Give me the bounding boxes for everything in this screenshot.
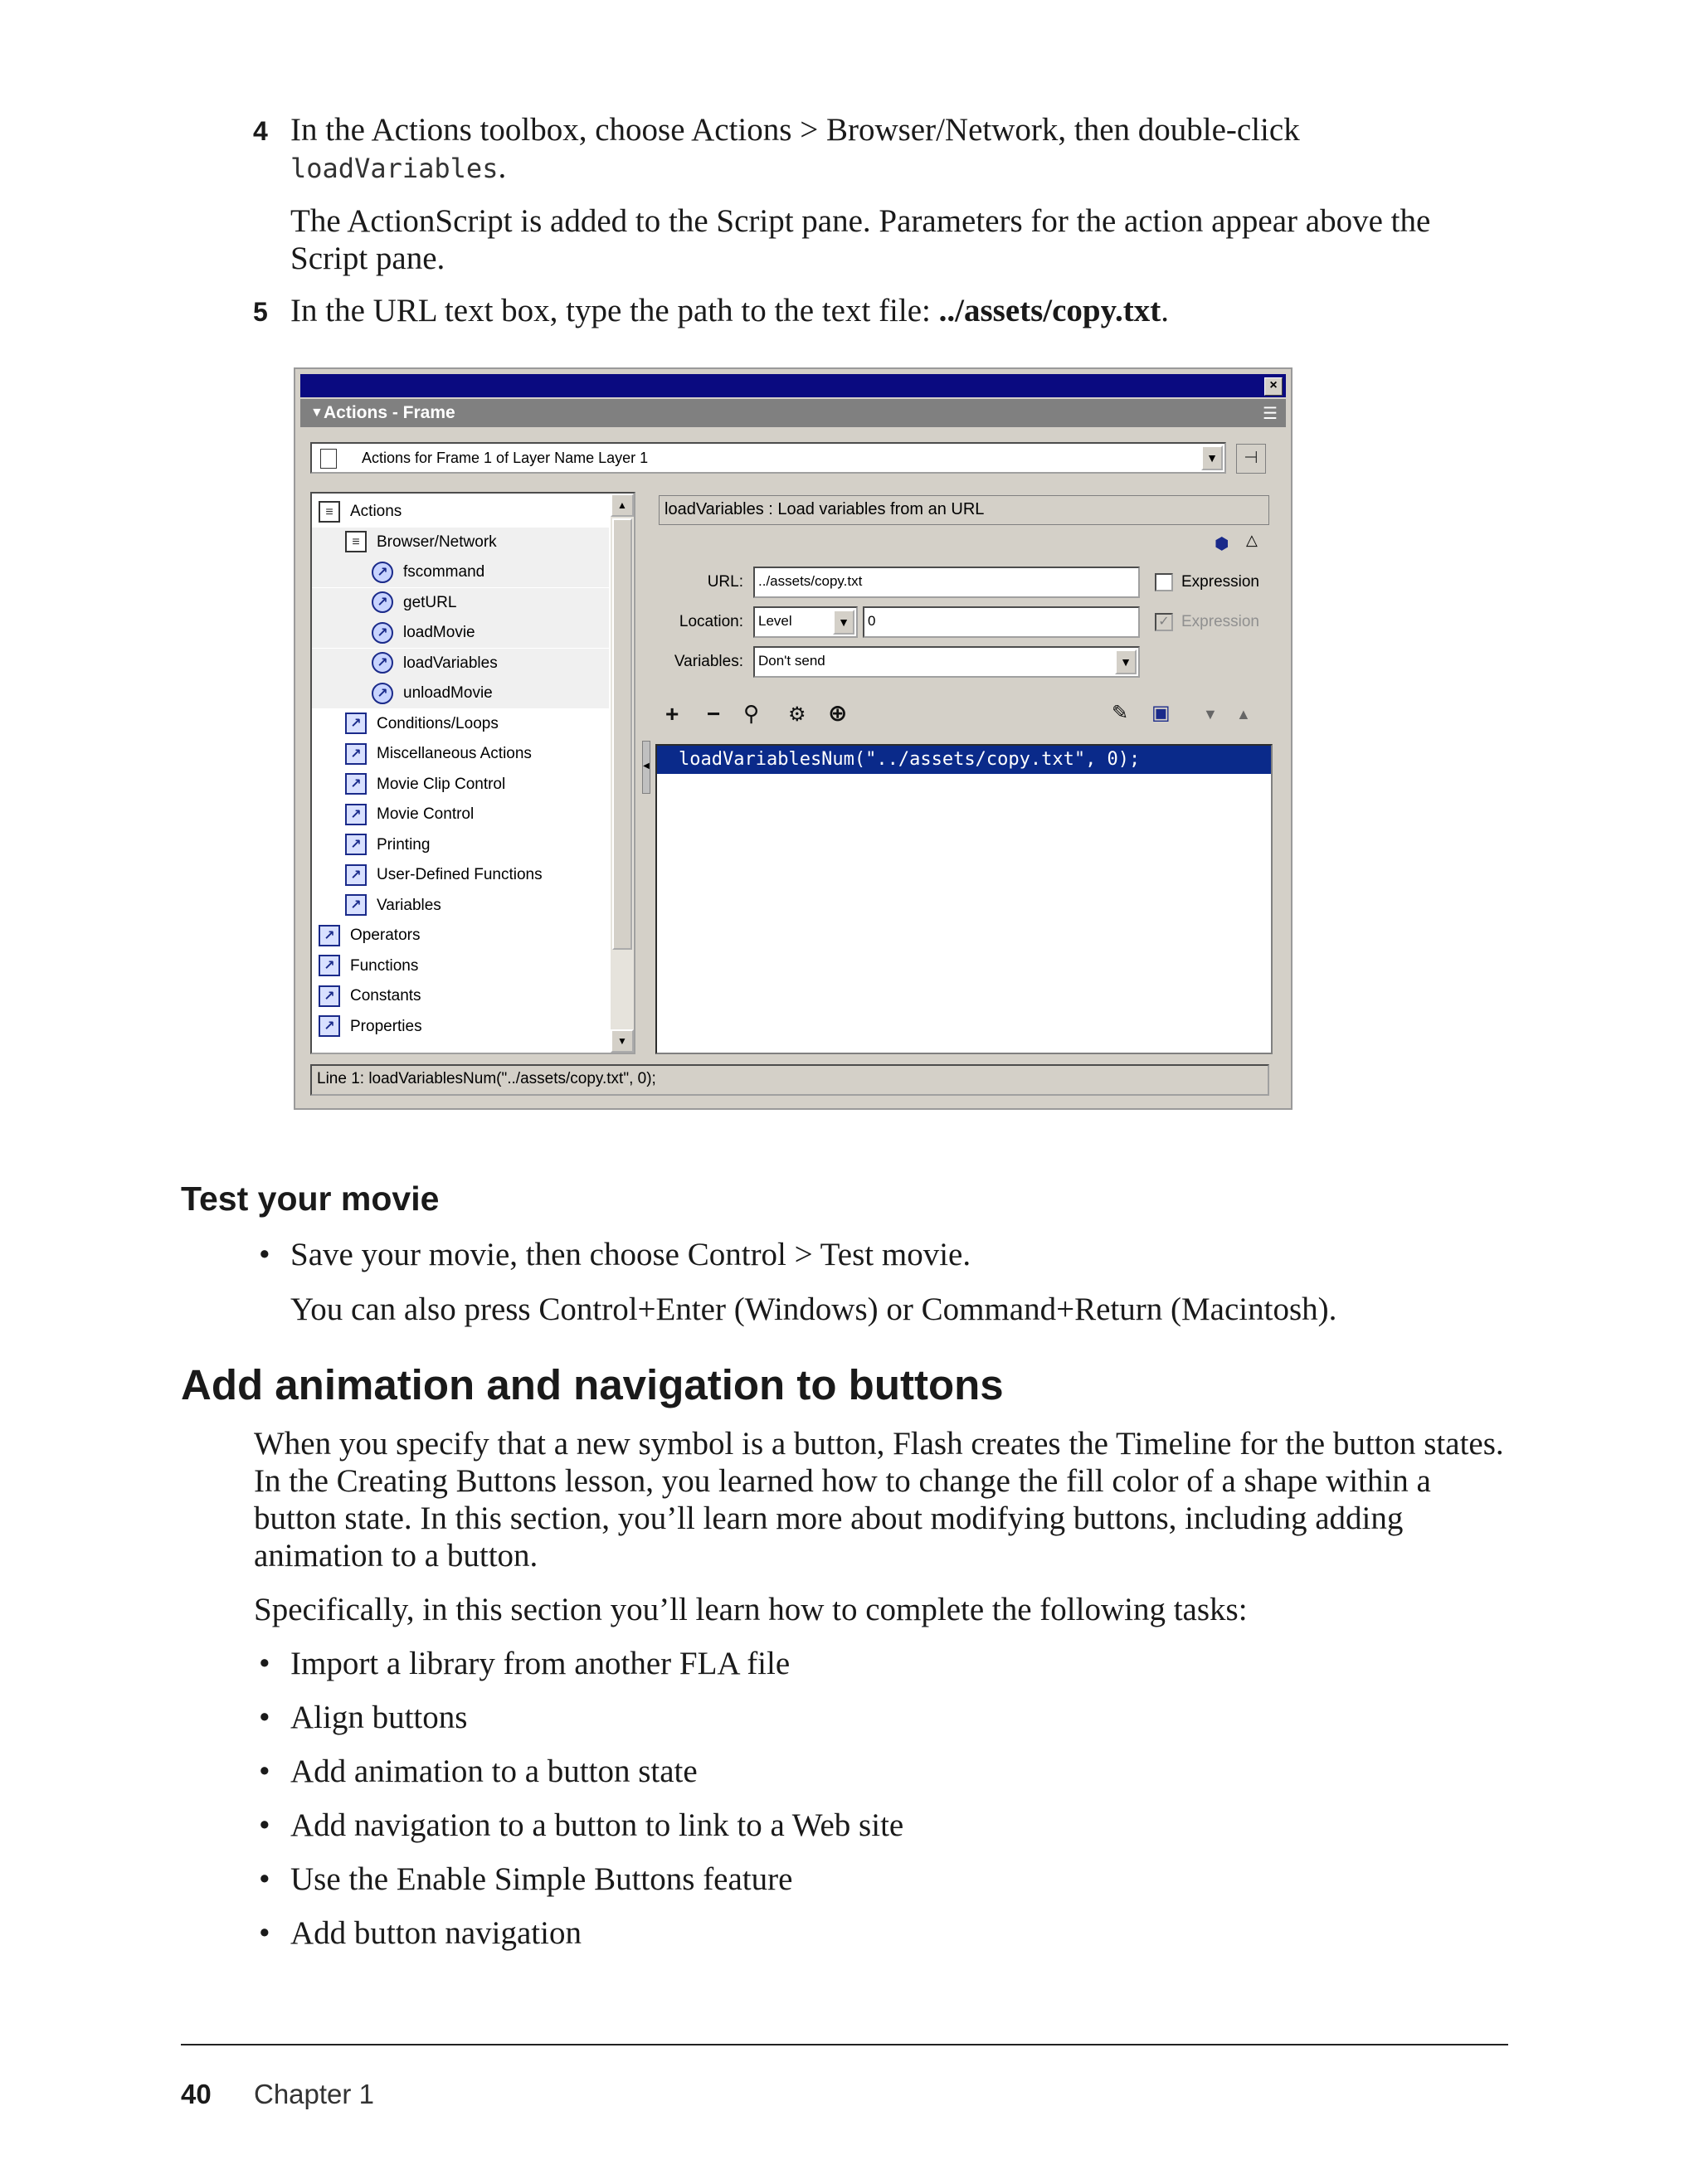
bullet-icon: • xyxy=(259,1807,270,1843)
tree-item-label: Properties xyxy=(350,1017,422,1035)
scroll-up-icon[interactable]: ▲ xyxy=(611,494,634,517)
variables-label: Variables: xyxy=(674,653,743,670)
step-4-instruction: In the Actions toolbox, choose Actions > Browser/Network, then double-click xyxy=(290,112,1300,148)
anim-section-heading: Add animation and navigation to buttons xyxy=(181,1361,1004,1408)
step-4-text xyxy=(290,111,1551,187)
bullet-icon: • xyxy=(259,1915,270,1951)
tree-item-label: fscommand xyxy=(403,563,485,581)
square-action-icon: ↗ xyxy=(319,1015,340,1037)
tree-item-label: loadMovie xyxy=(403,624,475,641)
location-dropdown-icon[interactable]: ▼ xyxy=(833,610,854,635)
circle-action-icon: ↗ xyxy=(372,652,393,674)
square-action-icon: ↗ xyxy=(345,713,367,734)
task-item xyxy=(259,1861,793,1898)
task-text: Add animation to a button state xyxy=(290,1754,698,1789)
tree-item[interactable] xyxy=(312,830,609,860)
tree-item-label: Operators xyxy=(350,927,421,944)
url-expression-label: Expression xyxy=(1181,573,1259,591)
task-text: Use the Enable Simple Buttons feature xyxy=(290,1861,793,1897)
actions-toolbox[interactable] xyxy=(310,492,635,1054)
replace-icon[interactable]: ⚙ xyxy=(788,703,806,726)
tree-item[interactable] xyxy=(312,588,609,618)
url-label: URL: xyxy=(707,573,743,591)
square-action-icon: ↗ xyxy=(345,743,367,765)
anim-para-line-1: When you specify that a new symbol is a button, Flash creates the Timeline for the button states. xyxy=(254,1426,1504,1462)
test-bullet xyxy=(259,1236,1535,1273)
tree-item-label: Movie Control xyxy=(377,805,475,823)
task-text: Align buttons xyxy=(290,1700,468,1735)
bullet-icon: • xyxy=(259,1861,270,1897)
panel-header[interactable] xyxy=(300,399,1286,427)
task-item xyxy=(259,1914,582,1952)
anim-para-line-2: In the Creating Buttons lesson, you learned how to change the fill color of a shape within a xyxy=(254,1463,1431,1499)
frame-selector-text: Actions for Frame 1 of Layer Name Layer 1 xyxy=(362,450,649,466)
url-input[interactable]: ../assets/copy.txt xyxy=(753,567,1140,598)
task-text: Add button navigation xyxy=(290,1915,582,1951)
chapter-label: Chapter 1 xyxy=(254,2079,374,2109)
panel-menu-icon[interactable]: ☰ xyxy=(1263,405,1278,423)
task-text: Import a library from another FLA file xyxy=(290,1646,791,1681)
location-input[interactable]: 0 xyxy=(863,606,1140,638)
tree-item-label: getURL xyxy=(403,593,457,611)
tree-item[interactable] xyxy=(312,921,609,951)
tree-item[interactable] xyxy=(312,1012,609,1042)
tree-item-label: User-Defined Functions xyxy=(377,866,543,883)
task-item xyxy=(259,1753,698,1790)
variables-select-value: Don't send xyxy=(758,653,825,669)
square-action-icon: ↗ xyxy=(345,864,367,886)
variables-dropdown-icon[interactable]: ▼ xyxy=(1115,649,1137,674)
collapse-params-icon[interactable]: △ xyxy=(1246,532,1258,548)
tree-item-label: loadVariables xyxy=(403,654,498,672)
tree-item-label: Functions xyxy=(350,956,419,975)
tree-item[interactable] xyxy=(312,951,609,981)
view-options-menu-icon[interactable]: ▣ xyxy=(1151,702,1171,724)
book-icon: ≡ xyxy=(319,501,340,523)
step-4-note-line2: Script pane. xyxy=(290,241,445,276)
remove-action-icon[interactable]: − xyxy=(707,701,721,727)
tree-item-label: Miscellaneous Actions xyxy=(377,745,532,762)
step-5-text xyxy=(290,292,1551,329)
tree-item[interactable] xyxy=(312,800,609,829)
tree-item-label: Actions xyxy=(350,503,402,520)
footer-rule xyxy=(181,2044,1508,2045)
step-4-code: loadVariables xyxy=(290,153,499,184)
task-item xyxy=(259,1645,791,1682)
tree-item[interactable] xyxy=(312,528,609,557)
parameters-header: loadVariables : Load variables from an URL xyxy=(659,495,1269,525)
script-line-1[interactable]: loadVariablesNum("../assets/copy.txt", 0); xyxy=(657,746,1271,774)
scroll-down-icon[interactable]: ▼ xyxy=(611,1029,634,1053)
debug-options-icon[interactable]: ✎ xyxy=(1112,702,1129,724)
step-5-path: ../assets/copy.txt xyxy=(938,293,1161,328)
square-action-icon: ↗ xyxy=(345,804,367,825)
tree-item[interactable] xyxy=(312,770,609,800)
move-down-icon[interactable]: ▼ xyxy=(1203,706,1218,722)
step-4-note xyxy=(290,202,1551,277)
task-text: Add navigation to a button to link to a Web site xyxy=(290,1807,904,1843)
move-up-icon[interactable]: ▲ xyxy=(1236,706,1251,722)
pin-script-icon[interactable]: ⊣ xyxy=(1236,444,1266,474)
splitter-grip-icon[interactable]: ◀ xyxy=(642,741,650,794)
collapse-triangle-icon[interactable]: ▼ xyxy=(310,406,324,420)
bullet-icon: • xyxy=(259,1237,270,1272)
step-number-4: 4 xyxy=(253,116,268,146)
circle-action-icon: ↗ xyxy=(372,591,393,613)
tree-item-label: Variables xyxy=(377,896,441,914)
location-label: Location: xyxy=(679,613,743,630)
bullet-icon: • xyxy=(259,1754,270,1789)
step-5-instruction: In the URL text box, type the path to the text file: xyxy=(290,293,939,328)
frame-selector[interactable] xyxy=(310,442,1226,474)
tree-item-label: unloadMovie xyxy=(403,684,493,702)
tree-item-label: Browser/Network xyxy=(377,533,497,551)
square-action-icon: ↗ xyxy=(345,773,367,795)
script-pane[interactable] xyxy=(655,744,1273,1054)
tree-item[interactable] xyxy=(312,557,609,587)
anim-paragraph xyxy=(254,1425,1548,1574)
task-item xyxy=(259,1807,904,1844)
bullet-icon: • xyxy=(259,1646,270,1681)
tree-item[interactable] xyxy=(312,618,609,648)
scroll-thumb[interactable] xyxy=(612,518,632,950)
step-5-suffix: . xyxy=(1161,293,1169,328)
panel-title: Actions - Frame xyxy=(324,403,455,422)
add-action-icon[interactable]: + xyxy=(665,701,679,727)
frame-script-icon xyxy=(320,449,337,469)
pane-splitter[interactable] xyxy=(640,492,652,1054)
location-expression-label: Expression xyxy=(1181,613,1259,630)
page-number: 40 xyxy=(181,2079,212,2109)
find-icon[interactable]: ⚲ xyxy=(743,701,760,726)
test-note: You can also press Control+Enter (Windows) or Command+Return (Macintosh). xyxy=(290,1291,1337,1327)
insert-target-path-icon[interactable]: ⊕ xyxy=(828,700,848,726)
url-expression-checkbox[interactable] xyxy=(1155,573,1173,591)
anim-para-line-3: button state. In this section, you’ll learn more about modifying buttons, including adding xyxy=(254,1501,1404,1536)
location-expression-checkbox[interactable]: ✓ xyxy=(1155,613,1173,631)
square-action-icon: ↗ xyxy=(345,894,367,916)
tree-item-label: Movie Clip Control xyxy=(377,775,506,793)
book-icon: ≡ xyxy=(345,531,367,552)
tree-item[interactable] xyxy=(312,679,609,708)
anim-intro: Specifically, in this section you’ll learn how to complete the following tasks: xyxy=(254,1592,1248,1627)
circle-action-icon: ↗ xyxy=(372,622,393,644)
tree-item[interactable] xyxy=(312,709,609,739)
test-section-heading: Test your movie xyxy=(181,1180,440,1218)
location-select-value: Level xyxy=(758,613,792,629)
variables-select[interactable] xyxy=(753,646,1140,678)
task-item xyxy=(259,1699,468,1736)
actions-panel-screenshot xyxy=(294,367,1293,1110)
tree-item-label: Printing xyxy=(377,835,431,854)
window-titlebar xyxy=(300,374,1286,397)
close-icon[interactable]: × xyxy=(1264,377,1283,396)
square-action-icon: ↗ xyxy=(319,985,340,1007)
tree-item[interactable] xyxy=(312,497,609,527)
toolbox-scrollbar[interactable] xyxy=(611,494,634,1053)
square-action-icon: ↗ xyxy=(319,925,340,946)
step-4-code-suffix: . xyxy=(498,149,507,185)
square-action-icon: ↗ xyxy=(345,834,367,855)
tree-item[interactable] xyxy=(312,649,609,679)
circle-action-icon: ↗ xyxy=(372,683,393,704)
bullet-icon: • xyxy=(259,1700,270,1735)
step-4-note-line1: The ActionScript is added to the Script pane. Parameters for the action appear above the xyxy=(290,203,1431,239)
tree-item[interactable] xyxy=(312,981,609,1011)
circle-action-icon: ↗ xyxy=(372,562,393,583)
tree-item[interactable] xyxy=(312,891,609,921)
frame-selector-dropdown-icon[interactable]: ▼ xyxy=(1201,445,1223,470)
square-action-icon: ↗ xyxy=(319,955,340,976)
anim-para-line-4: animation to a button. xyxy=(254,1538,538,1574)
step-number-5: 5 xyxy=(253,297,268,327)
view-options-icon[interactable]: ⬢ xyxy=(1215,535,1229,553)
tree-item[interactable] xyxy=(312,860,609,890)
tree-item-label: Constants xyxy=(350,987,421,1004)
test-bullet-text: Save your movie, then choose Control > Test movie. xyxy=(290,1237,971,1272)
tree-item-label: Conditions/Loops xyxy=(377,714,499,732)
tree-item[interactable] xyxy=(312,739,609,769)
status-bar: Line 1: loadVariablesNum("../assets/copy.txt", 0); xyxy=(310,1064,1269,1096)
